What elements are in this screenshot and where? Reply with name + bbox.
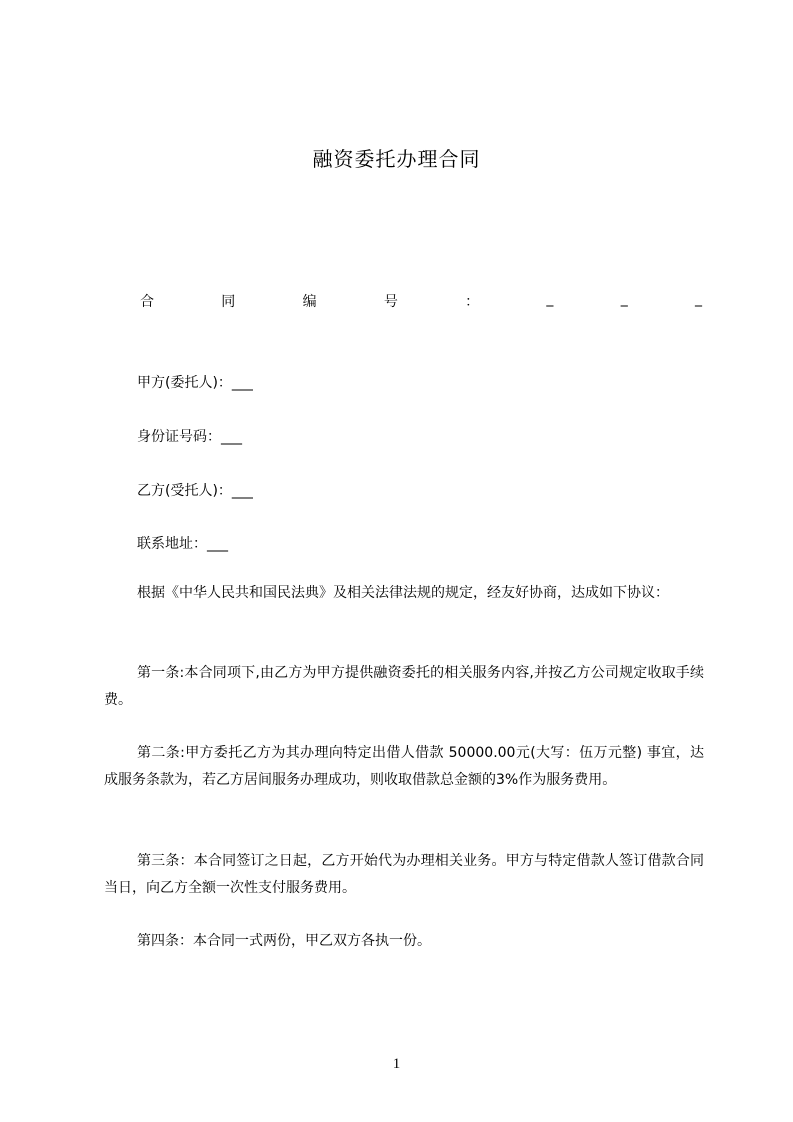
contract-number-blank: _ [546, 291, 554, 307]
article-4: 第四条：本合同一式两份，甲乙双方各执一份。 [137, 933, 431, 949]
contract-number-blank: _ [620, 291, 628, 307]
contract-number-blank: _ [694, 291, 702, 307]
article-1: 第一条:本合同项下,由乙方为甲方提供融资委托的相关服务内容,并按乙方公司规定收取手续费。 [104, 665, 704, 708]
contract-number-char: ： [465, 294, 480, 310]
article-2: 第二条:甲方委托乙方为其办理向特定出借人借款 50000.00元(大写：伍万元整) 事宜，达成服务条款为，若乙方居间服务办理成功，则收取借款总金额的3%作为服务费用。 [104, 745, 704, 788]
contract-number-line [140, 291, 702, 311]
party-a-field: 甲方(委托人)：___ [137, 375, 253, 391]
page-number: 1 [392, 1056, 401, 1072]
document-title: 融资委托办理合同 [312, 147, 481, 171]
contract-number-char: 编 [302, 294, 317, 310]
contract-number-char: 号 [383, 294, 398, 310]
preamble-paragraph: 根据《中华人民共和国民法典》及相关法律法规的规定，经友好协商，达成如下协议： [137, 585, 669, 601]
party-b-field: 乙方(受托人)：___ [137, 483, 253, 499]
address-field: 联系地址：___ [137, 536, 228, 552]
contract-number-char: 同 [221, 294, 236, 310]
id-number-field: 身份证号码：___ [137, 429, 242, 445]
article-3: 第三条：本合同签订之日起，乙方开始代为办理相关业务。甲方与特定借款人签订借款合同当日，向乙方全额一次性支付服务费用。 [104, 853, 704, 896]
contract-number-char: 合 [140, 294, 154, 310]
